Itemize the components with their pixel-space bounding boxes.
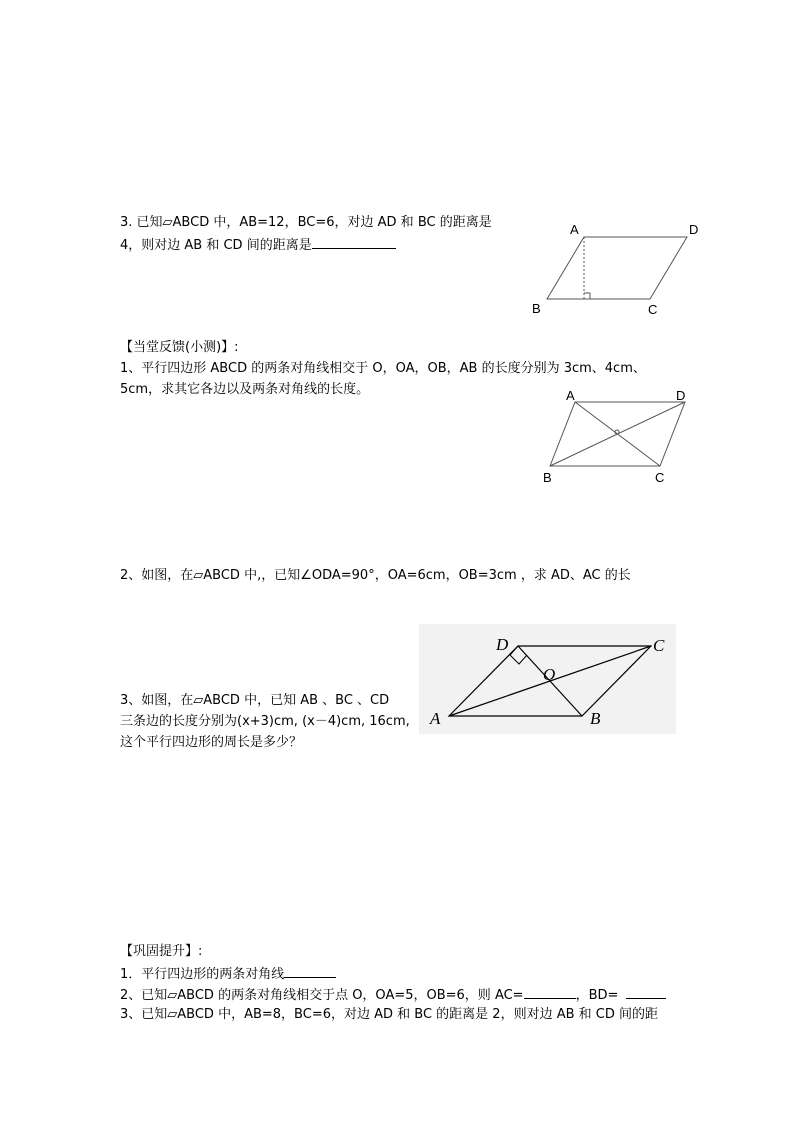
feedback-q1-line1: 1、平行四边形 ABCD 的两条对角线相交于 O，OA，OB，AB 的长度分别为 3cm、4cm、	[120, 361, 646, 376]
answer-blank	[312, 234, 396, 249]
feedback-heading: 【当堂反馈(小测)】:	[120, 340, 239, 355]
consolidate-q1-text: 1．平行四边形的两条对角线	[120, 967, 285, 982]
feedback-q3-line3: 这个平行四边形的周长是多少？	[120, 735, 303, 750]
vertex-label-c: C	[648, 302, 658, 317]
vertex-label-d: D	[676, 388, 686, 403]
vertex-label-a: A	[566, 388, 575, 403]
parallelogram-right-angle-figure	[419, 624, 676, 734]
answer-blank-bd	[626, 984, 666, 999]
vertex-label-d: D	[689, 222, 699, 237]
vertex-label-b: B	[590, 709, 601, 728]
feedback-q1-line2: 5cm，求其它各边以及两条对角线的长度。	[120, 382, 370, 397]
q3-top-line1: 3. 已知▱ABCD 中，AB=12，BC=6，对边 AD 和 BC 的距离是	[120, 215, 492, 230]
vertex-label-b: B	[532, 301, 541, 316]
vertex-label-a: A	[430, 709, 441, 728]
vertex-label-a: A	[570, 222, 579, 237]
feedback-q2: 2、如图，在▱ABCD 中,，已知∠ODA=90°，OA=6cm，OB=3cm ，求 AD、AC 的长	[120, 568, 631, 583]
consolidate-q2-prefix: 2、已知▱ABCD 的两条对角线相交于点 O，OA=5，OB=6，则 AC=	[120, 988, 524, 1003]
parallelogram-diagonals-figure	[535, 385, 705, 490]
vertex-label-b: B	[543, 470, 552, 485]
center-label-o: O	[543, 665, 556, 684]
q3-top-line2	[120, 234, 396, 256]
consolidate-q3: 3、已知▱ABCD 中，AB=8，BC=6，对边 AD 和 BC 的距离是 2，则对边 AB 和 CD 间的距	[120, 1007, 659, 1022]
consolidate-q2	[120, 984, 666, 1006]
parallelogram-height-figure	[525, 220, 715, 320]
answer-blank-ac	[524, 984, 576, 999]
feedback-q3-line2: 三条边的长度分别为(x+3)cm, (x－4)cm, 16cm,	[120, 714, 410, 729]
vertex-label-c: C	[655, 470, 665, 485]
consolidate-heading: 【巩固提升】:	[120, 944, 203, 959]
consolidate-q2-mid: ，BD=	[575, 988, 619, 1003]
vertex-label-c: C	[653, 636, 665, 655]
vertex-label-d: D	[496, 635, 509, 654]
answer-blank	[284, 963, 336, 978]
feedback-q3-line1: 3、如图，在▱ABCD 中，已知 AB 、BC 、CD	[120, 693, 390, 708]
q3-top-line2-text: 4，则对边 AB 和 CD 间的距离是	[120, 238, 312, 253]
consolidate-q1	[120, 963, 336, 985]
